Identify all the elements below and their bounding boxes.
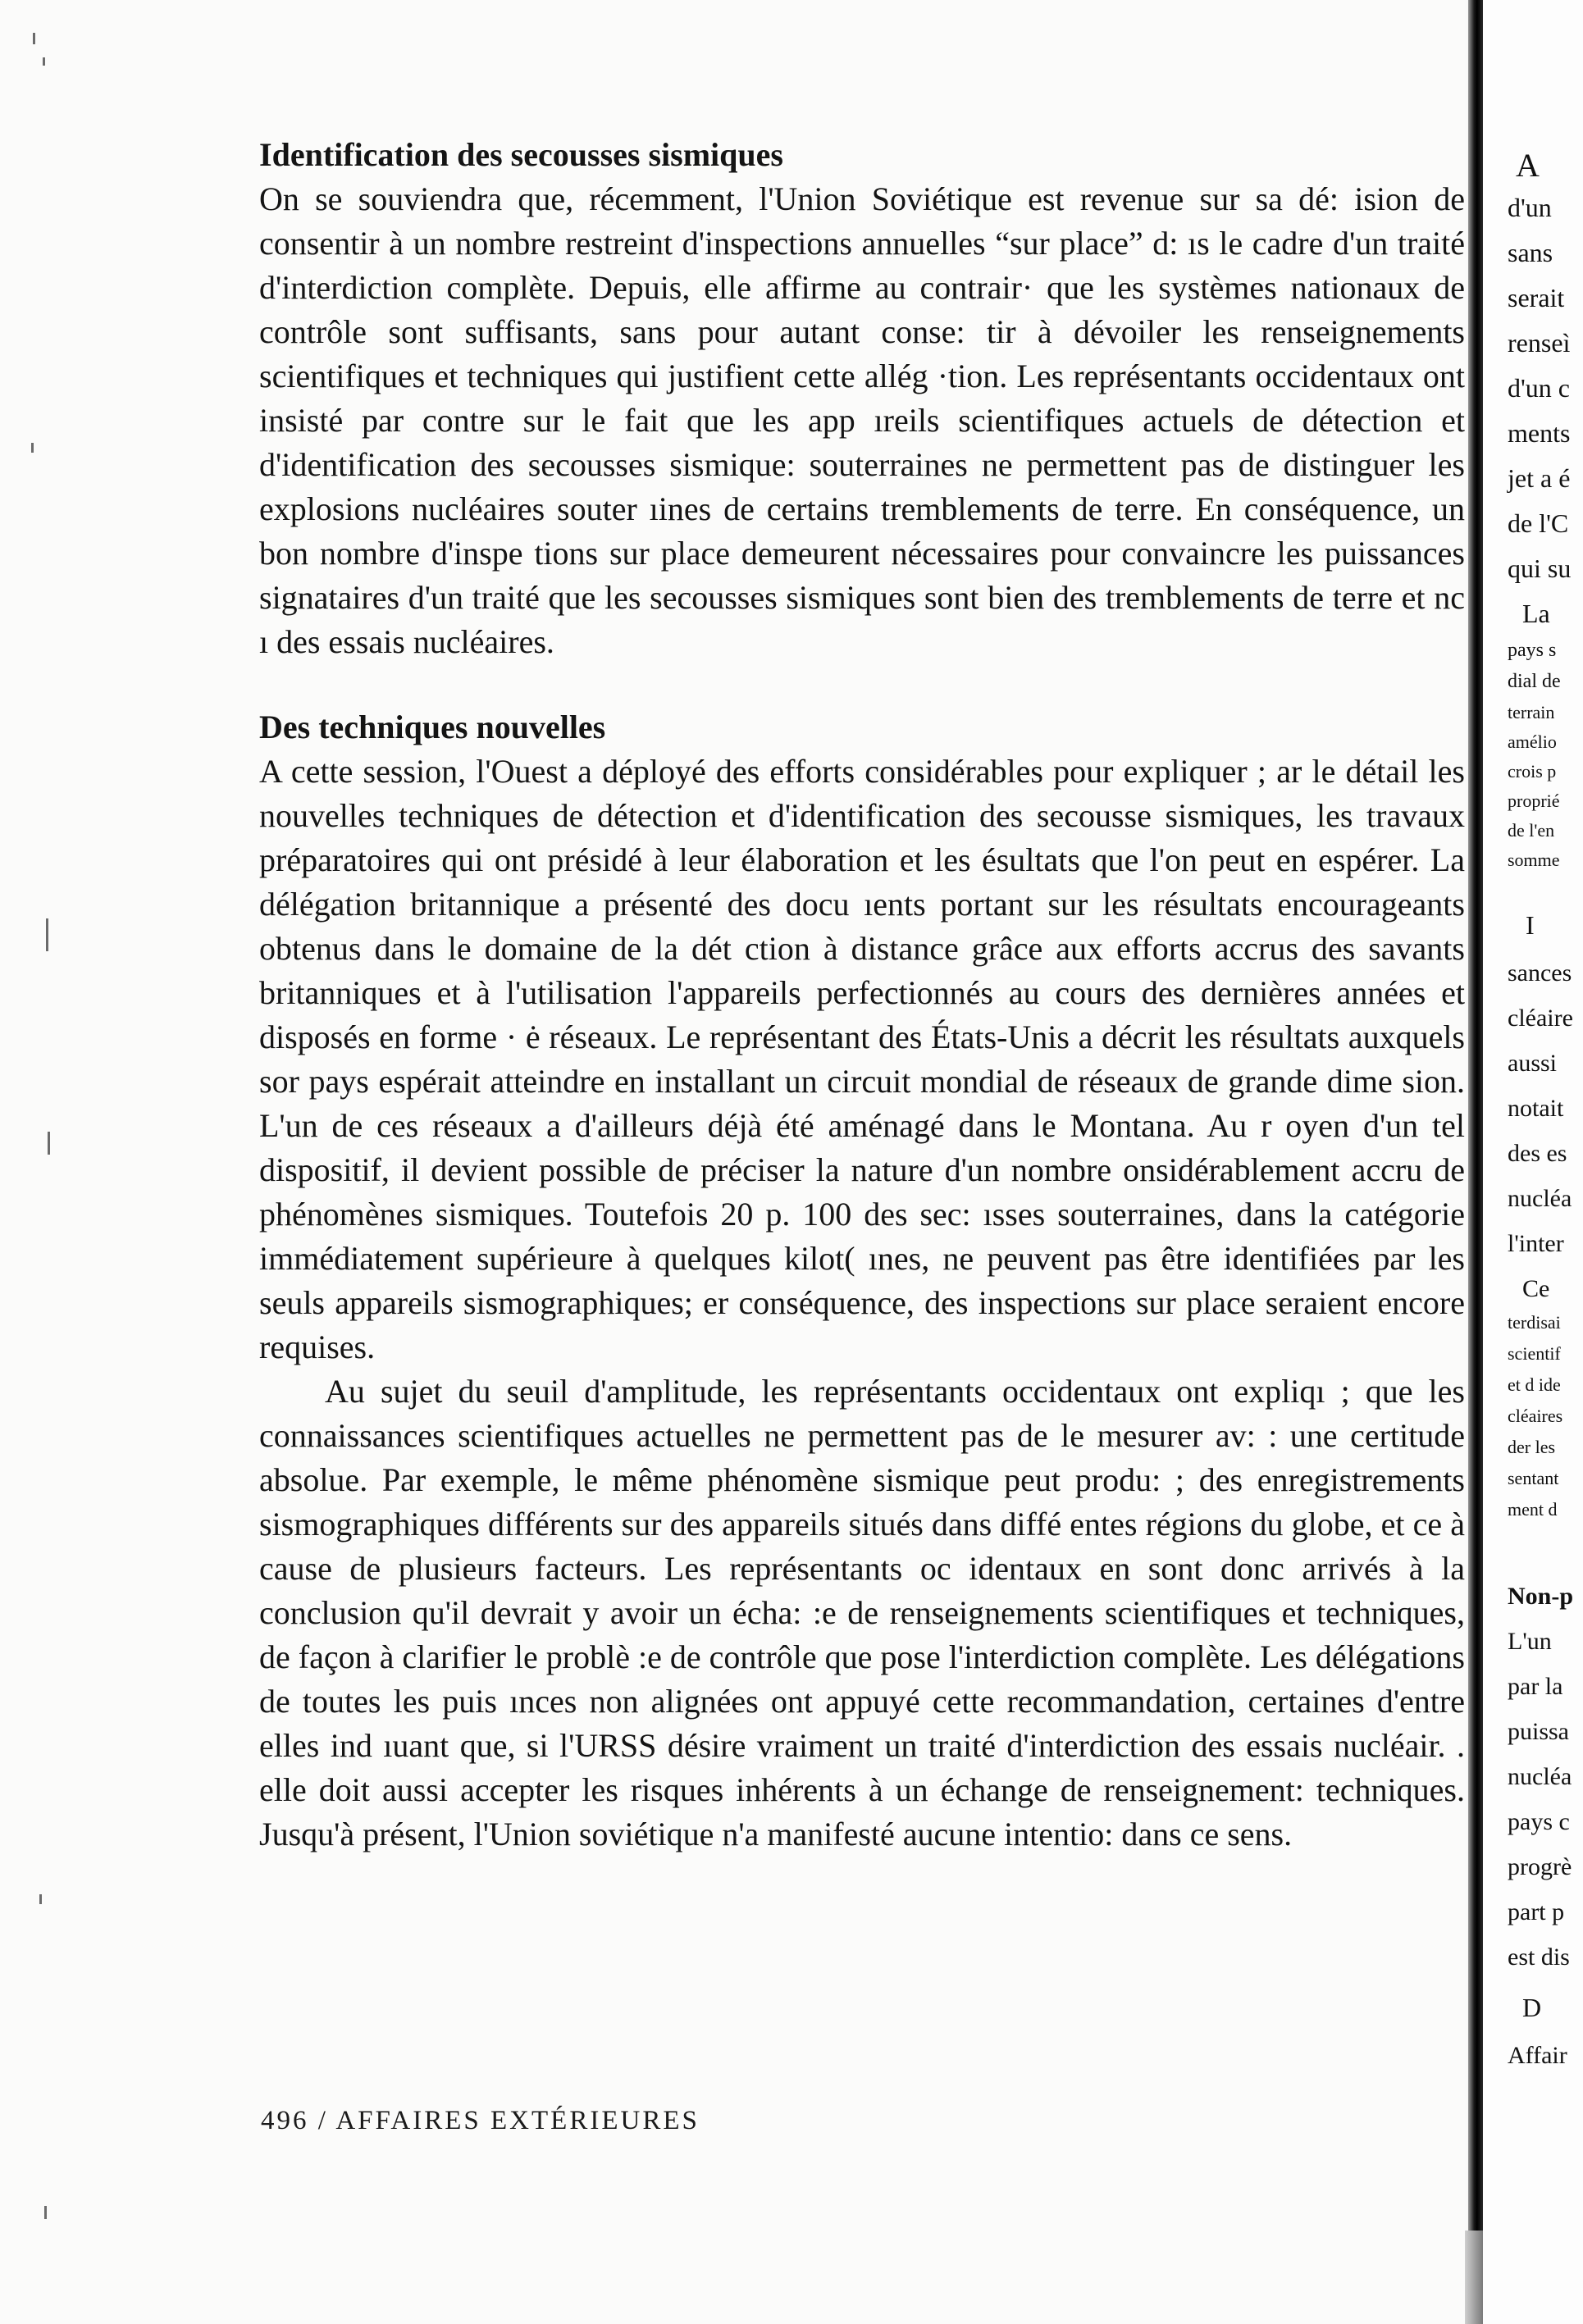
facing-page-fragment: ments (1508, 418, 1571, 448)
edge-speck (44, 2206, 47, 2219)
facing-page-fragment: et d ide (1508, 1374, 1561, 1395)
facing-page-fragment: notait (1508, 1095, 1564, 1122)
edge-speck (43, 57, 45, 66)
facing-page-fragment: puissa (1508, 1718, 1569, 1745)
edge-speck (48, 1132, 50, 1155)
facing-page-fragment: terrain (1508, 702, 1555, 722)
facing-page-fragment: Affair (1508, 2042, 1567, 2069)
facing-page-fragment: des es (1508, 1140, 1567, 1167)
page-footer: 496 / AFFAIRES EXTÉRIEURES (261, 2106, 700, 2135)
facing-page-fragment: cléaire (1508, 1005, 1573, 1032)
facing-page-fragment: der les (1508, 1437, 1556, 1457)
facing-page-fragment: de l'en (1508, 820, 1555, 841)
edge-speck (46, 918, 48, 951)
edge-speck (33, 33, 35, 44)
facing-page-fragment: dial de (1508, 671, 1561, 692)
facing-page-fragment: par la (1508, 1673, 1563, 1700)
facing-page-fragment: La (1522, 599, 1550, 628)
paragraph: On se souviendra que, récemment, l'Union Soviétique est revenue sur sa dé: ision de consentir à un nombre restreint d'inspections annuelles “sur place” d: ıs le cadre d'un traité d'interdiction complète. Depuis, elle affirme au contrair· que les systèmes nationaux de contrôle sont suffisants, sans pour autant conse: tir à dévoiler les renseignements scientifiques et techniques qui justifient cette allég ·tion. Les représentants occidentaux ont insisté par contre sur le fait que les app ıreils scientifiques actuels de détection et d'identification des secousses sismique: souterraines ne permettent pas de distinguer les explosions nucléaires souter ıines de certains tremblements de terre. En conséquence, un bon nombre d'inspe tions sur place demeurent nécessaires pour convaincre les puissances signataires d'un traité que les secousses sismiques sont bien des tremblements de terre et nc ı des essais nucléaires. (259, 180, 1465, 660)
facing-page-fragment: aussi (1508, 1050, 1557, 1077)
facing-page-fragment: cléaires (1508, 1406, 1563, 1426)
facing-page-fragment: jet a é (1508, 463, 1571, 493)
facing-page-fragment: pays s (1508, 640, 1557, 661)
facing-page-fragment: renseì (1508, 328, 1571, 358)
facing-page-fragment: Ce (1522, 1275, 1550, 1302)
facing-page-fragment: pays c (1508, 1808, 1570, 1835)
facing-page-fragment: l'inter (1508, 1230, 1564, 1257)
facing-page-fragment: somme (1508, 850, 1560, 870)
facing-page-fragment: terdisai (1508, 1312, 1561, 1333)
facing-page-fragment: Non-p (1508, 1583, 1574, 1610)
facing-page-fragment: d'un (1508, 193, 1552, 222)
facing-page-fragment: crois p (1508, 761, 1557, 782)
facing-page-fragment: est dis (1508, 1944, 1570, 1971)
page-edge-marks (0, 0, 49, 2324)
facing-page-fragment: de l'C (1508, 508, 1569, 538)
section-heading-techniques: Des techniques nouvelles (259, 709, 606, 745)
facing-page-fragment: serait (1508, 283, 1565, 312)
main-text-column (259, 133, 1465, 1857)
facing-page-fragment: A (1516, 147, 1540, 184)
edge-speck (31, 443, 34, 453)
facing-page-fragment: nucléa (1508, 1763, 1572, 1790)
facing-page-fragment: sans (1508, 238, 1553, 267)
facing-page-fragment: L'un (1508, 1628, 1552, 1655)
facing-page-fragment: scientif (1508, 1343, 1561, 1364)
facing-page-fragment: D (1522, 1993, 1542, 2022)
facing-page-fragment: proprié (1508, 791, 1560, 811)
facing-page-fragment: progrè (1508, 1853, 1572, 1880)
edge-speck (39, 1894, 42, 1904)
facing-page-fragment: amélio (1508, 731, 1557, 752)
section-gap (259, 664, 1465, 705)
facing-page-fragment: sentant (1508, 1468, 1559, 1488)
facing-page-fragment: nucléa (1508, 1185, 1572, 1212)
facing-page-fragment: part p (1508, 1898, 1565, 1925)
paragraph: Au sujet du seuil d'amplitude, les représentants occidentaux ont expliqı ; que les connaissances scientifiques actuelles ne permettent pas de le mesurer av: : une certitude absolue. Par exemple, le même phénomène sismique peut produ: ; des enregistrements sismographiques différents sur des appareils situés dans diffé entes régions du globe, et ce à cause de plusieurs facteurs. Les représentants oc identaux en sont donc arrivés à la conclusion qu'il devrait y avoir un écha: :e de renseignements scientifiques et techniques, de façon à clarifier le problè :e de contrôle que pose l'interdiction complète. Les délégations de toutes les puis ınces non alignées ont appuyé cette recommandation, certaines d'entre elles ind ıuant que, si l'URSS désire vraiment un traité d'interdiction des essais nucléair. . elle doit aussi accepter les risques inhérents à un échange de renseignement: techniques. Jusqu'à présent, l'Union soviétique n'a manifesté aucune intentio: dans ce sens. (259, 1373, 1465, 1852)
facing-page-fragment: qui su (1508, 554, 1572, 583)
section-heading-identification: Identification des secousses sismiques (259, 136, 783, 173)
facing-page-fragment: d'un c (1508, 373, 1570, 403)
facing-page-fragment: sances (1508, 959, 1572, 987)
paragraph: A cette session, l'Ouest a déployé des efforts considérables pour expliquer ; ar le détail les nouvelles techniques de détection et d'identification des secousse sismiques, les travaux préparatoires qui ont présidé à leur élaboration et les ésultats que l'on peut en espérer. La délégation britannique a présenté des docu ıents portant sur les résultats encourageants obtenus dans le domaine de la dét ction à distance grâce aux efforts accrus des savants britanniques et à l'utilisation l'appareils perfectionnés au cours des dernières années et disposés en forme · ė réseaux. Le représentant des États-Unis a décrit les résultats auxquels sor pays espérait atteindre en installant un circuit mondial de réseaux de grande dime sion. L'un de ces réseaux a d'ailleurs déjà été aménagé dans le Montana. Au r oyen d'un tel dispositif, il devient possible de préciser la nature d'un nombre onsidérablement accru de phénomènes sismiques. Toutefois 20 p. 100 des sec: ısses souterraines, dans la catégorie immédiatement supérieure à quelques kilot( ınes, ne peuvent pas être identifiées par les seuls appareils sismographiques; er conséquence, des inspections sur place seraient encore requises. (259, 753, 1465, 1365)
facing-page-fragment: ment d (1508, 1499, 1558, 1520)
facing-page-fragment: I (1526, 910, 1535, 940)
book-binding (1468, 0, 1483, 2324)
facing-page-strip (1483, 0, 1583, 2324)
